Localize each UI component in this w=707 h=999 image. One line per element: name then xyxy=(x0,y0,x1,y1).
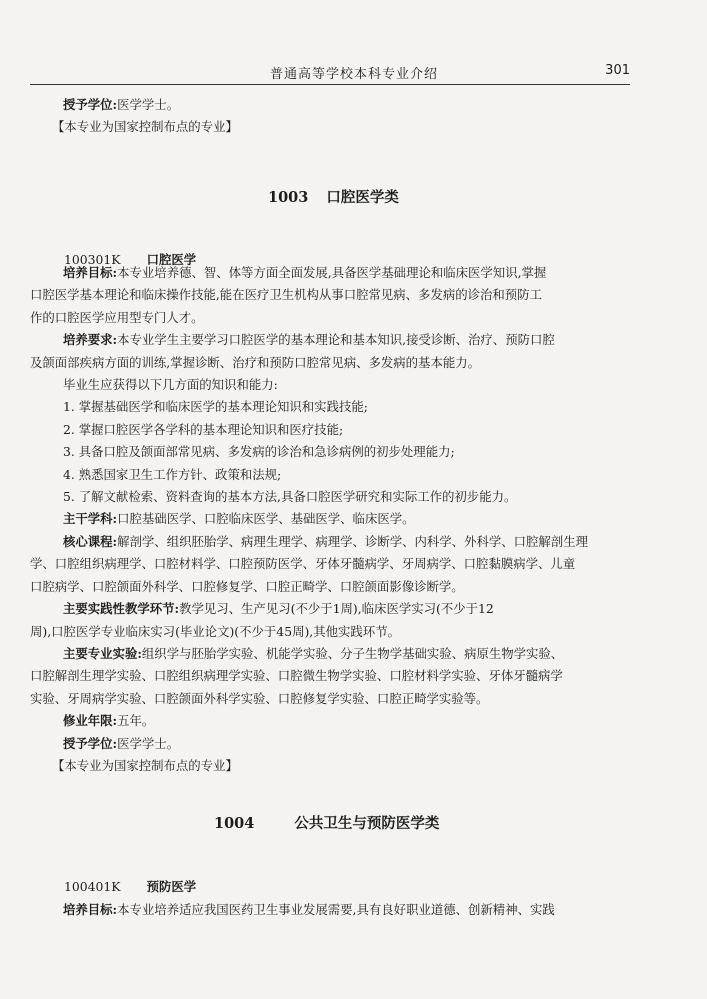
major-name: 口腔医学 xyxy=(146,252,197,267)
practice-text-line: 周),口腔医学专业临床实习(毕业论文)(不少于45周),其他实践环节。 xyxy=(30,623,400,639)
goal-line xyxy=(30,262,630,284)
goal-line xyxy=(30,899,630,921)
section-title: 公共卫生与预防医学类 xyxy=(294,815,440,832)
requirement-label: 培养要求: xyxy=(63,332,118,348)
years-label: 修业年限: xyxy=(63,713,118,729)
running-header xyxy=(30,58,630,85)
core-courses-label: 核心课程: xyxy=(63,533,118,549)
header-title: 普通高等学校本科专业介绍 xyxy=(270,67,439,82)
degree-value: 医学学士。 xyxy=(117,735,180,751)
discipline-value: 口腔基础医学、口腔临床医学、基础医学、临床医学。 xyxy=(117,511,415,527)
ability-item: 5. 了解文献检索、资料查询的基本方法,具备口腔医学研究和实际工作的初步能力。 xyxy=(63,489,517,505)
goal-text-line: 口腔医学基本理论和临床操作技能,能在医疗卫生机构从事口腔常见病、多发病的诊治和预防工 xyxy=(30,287,542,303)
ability-item: 3. 具备口腔及颌面部常见病、多发病的诊治和急诊病例的初步处理能力; xyxy=(63,444,455,460)
experiments-text-line: 实验、牙周病学实验、口腔颌面外科学实验、口腔修复学实验、口腔正畸学实验等。 xyxy=(30,690,489,706)
practice-text: 教学见习、生产见习(不少于1周),临床医学实习(不少于12 xyxy=(179,601,494,617)
top-block xyxy=(30,94,630,139)
practice-label: 主要实践性教学环节: xyxy=(63,601,180,617)
experiments-line xyxy=(30,643,630,665)
experiments-label: 主要专业实验: xyxy=(63,645,142,661)
major-code: 100401K xyxy=(64,879,121,894)
years-value: 五年。 xyxy=(117,713,155,729)
requirement-line xyxy=(30,329,630,351)
major-code: 100301K xyxy=(64,252,121,267)
major-heading xyxy=(64,877,196,895)
graduate-intro: 毕业生应获得以下几方面的知识和能力: xyxy=(63,377,278,393)
control-note: 【本专业为国家控制布点的专业】 xyxy=(52,119,238,135)
control-note: 【本专业为国家控制布点的专业】 xyxy=(52,757,238,773)
discipline-label: 主干学科: xyxy=(63,511,118,527)
ability-item: 1. 掌握基础医学和临床医学的基本理论知识和实践技能; xyxy=(63,399,368,415)
major-name: 预防医学 xyxy=(146,879,197,894)
section-heading xyxy=(268,186,399,207)
goal-text: 本专业培养德、智、体等方面全面发展,具备医学基础理论和临床医学知识,掌握 xyxy=(117,265,547,280)
degree-line xyxy=(30,733,630,755)
core-courses-text-line: 口腔病学、口腔颌面外科学、口腔修复学、口腔正畸学、口腔颌面影像诊断学。 xyxy=(30,578,464,594)
goal-label: 培养目标: xyxy=(63,265,118,280)
goal-text-line: 作的口腔医学应用型专门人才。 xyxy=(30,309,204,325)
section-title: 口腔医学类 xyxy=(326,189,399,206)
practice-line xyxy=(30,598,630,620)
requirement-text: 本专业学生主要学习口腔医学的基本理论和基本知识,接受诊断、治疗、预防口腔 xyxy=(117,332,555,348)
section-heading xyxy=(214,812,439,833)
major-body xyxy=(30,262,630,777)
ability-item: 2. 掌握口腔医学各学科的基本理论知识和医疗技能; xyxy=(63,421,344,437)
degree-value: 医学学士。 xyxy=(117,97,180,112)
goal-label: 培养目标: xyxy=(63,902,118,917)
core-courses-text: 解剖学、组织胚胎学、病理生理学、病理学、诊断学、内科学、外科学、口腔解剖生理 xyxy=(117,533,588,549)
section-code: 1003 xyxy=(268,189,309,206)
core-courses-line xyxy=(30,531,630,553)
experiments-text: 组织学与胚胎学实验、机能学实验、分子生物学基础实验、病原生物学实验、 xyxy=(141,645,564,661)
discipline-line xyxy=(30,508,630,530)
years-line xyxy=(30,710,630,732)
major-body xyxy=(30,899,630,921)
degree-label: 授予学位: xyxy=(63,97,118,112)
goal-text: 本专业培养适应我国医药卫生事业发展需要,具有良好职业道德、创新精神、实践 xyxy=(117,902,555,917)
core-courses-text-line: 学、口腔组织病理学、口腔材料学、口腔预防医学、牙体牙髓病学、牙周病学、口腔黏膜病学、儿童 xyxy=(30,556,576,572)
ability-item: 4. 熟悉国家卫生工作方针、政策和法规; xyxy=(63,466,282,482)
degree-line xyxy=(30,94,630,116)
requirement-text-line: 及颌面部疾病方面的训练,掌握诊断、治疗和预防口腔常见病、多发病的基本能力。 xyxy=(30,354,481,370)
page-number: 301 xyxy=(605,63,630,78)
section-code: 1004 xyxy=(214,815,255,832)
experiments-text-line: 口腔解剖生理学实验、口腔组织病理学实验、口腔微生物学实验、口腔材料学实验、牙体牙髓病学 xyxy=(30,668,563,684)
degree-label: 授予学位: xyxy=(63,735,118,751)
